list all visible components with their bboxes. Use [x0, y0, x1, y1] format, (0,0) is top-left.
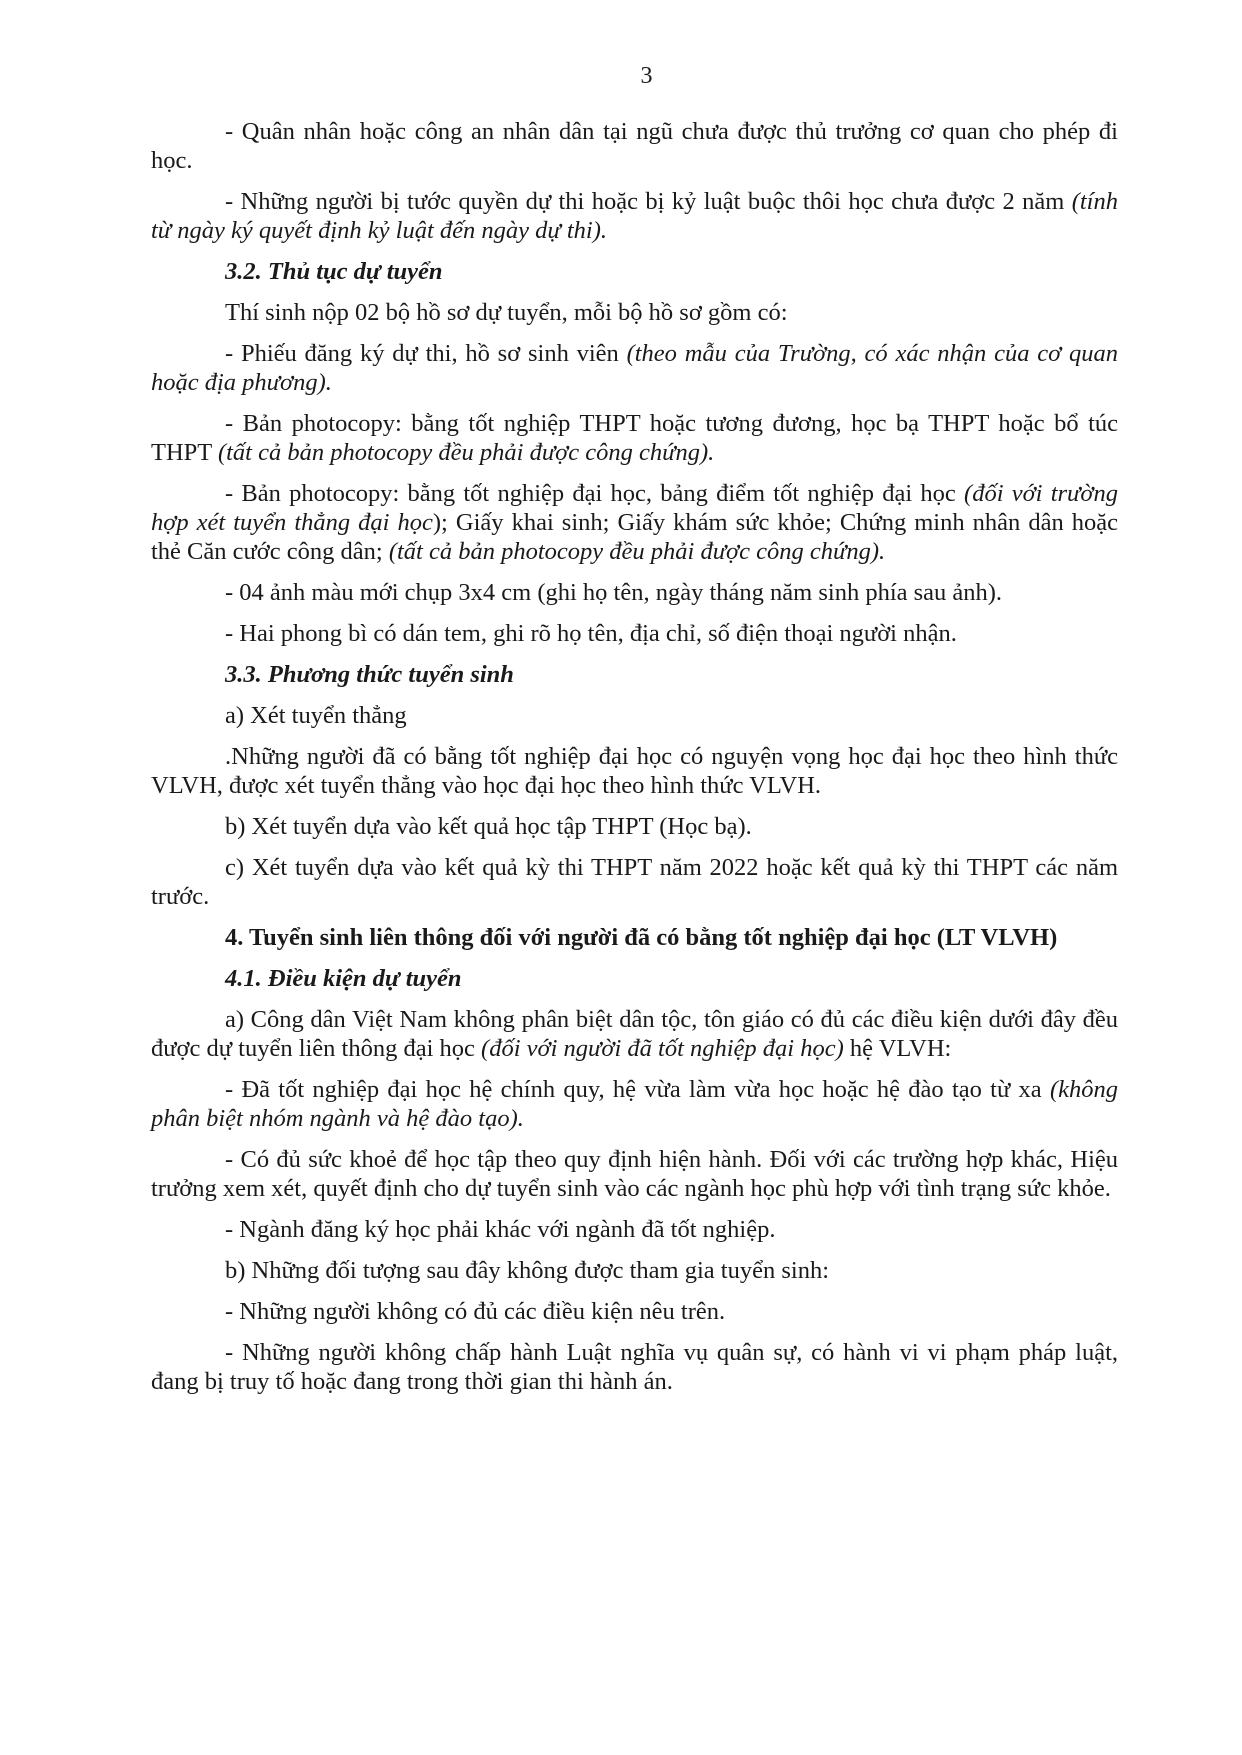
paragraph-direct-admission-detail: .Những người đã có bằng tốt nghiệp đại học có nguyện vọng học đại học theo hình thức VLVH, được xét tuyển thẳng vào học đại học theo hình thức VLVH. — [151, 743, 1118, 799]
paragraph-excluded-intro: b) Những đối tượng sau đây không được tham gia tuyển sinh: — [225, 1257, 829, 1284]
paragraph-text: - Phiếu đăng ký dự thi, hồ sơ sinh viên — [225, 340, 627, 367]
page-number: 3 — [640, 63, 653, 89]
paragraph-insufficient: - Những người không có đủ các điều kiện nêu trên. — [225, 1298, 726, 1325]
paragraph-envelopes: - Hai phong bì có dán tem, ghi rõ họ tên, địa chỉ, số điện thoại người nhận. — [225, 620, 957, 647]
paragraph-dossier-intro: Thí sinh nộp 02 bộ hồ sơ dự tuyển, mỗi bộ hồ sơ gồm có: — [225, 299, 788, 326]
paragraph-italic-note: (tất cả bản photocopy đều phải được công chứng). — [388, 538, 886, 565]
paragraph-text: - Bản photocopy: bằng tốt nghiệp đại học, bảng điểm tốt nghiệp đại học — [225, 480, 965, 507]
paragraph-italic-note: (theo mẫu của Trường, có xác nhận của cơ quan hoặc địa phương). — [151, 340, 1118, 396]
paragraph-citizen-eligibility — [151, 1005, 1118, 1063]
paragraph-text: ); Giấy khai sinh; Giấy khám sức khỏe; Chứng minh nhân dân hoặc thẻ Căn cước công dân; — [151, 509, 1118, 565]
section-heading-3-2: 3.2. Thủ tục dự tuyển — [225, 258, 443, 285]
paragraph-italic-note: (đối với người đã tốt nghiệp đại học) — [481, 1035, 844, 1062]
paragraph-disciplined — [151, 187, 1118, 245]
paragraph-legal-violation: - Những người không chấp hành Luật nghĩa vụ quân sự, có hành vi vi phạm pháp luật, đang bị truy tố hoặc đang trong thời gian thi hành án. — [151, 1339, 1118, 1395]
paragraph-italic-note: (đối với trường hợp xét tuyển thẳng đại học — [151, 480, 1118, 536]
paragraph-photos: - 04 ảnh màu mới chụp 3x4 cm (ghi họ tên, ngày tháng năm sinh phía sau ảnh). — [225, 579, 1003, 606]
paragraph-registration-form — [151, 339, 1118, 397]
paragraph-italic-note: (tính từ ngày ký quyết định kỷ luật đến ngày dự thi). — [151, 188, 1118, 244]
paragraph-different-major: - Ngành đăng ký học phải khác với ngành đã tốt nghiệp. — [225, 1216, 776, 1243]
paragraph-direct-admission: a) Xét tuyển thẳng — [225, 702, 407, 729]
paragraph-text: hệ VLVH: — [843, 1035, 952, 1062]
paragraph-exam-admission: c) Xét tuyển dựa vào kết quả kỳ thi THPT năm 2022 hoặc kết quả kỳ thi THPT các năm trước. — [151, 854, 1118, 910]
section-heading-3-3: 3.3. Phương thức tuyển sinh — [225, 661, 514, 688]
paragraph-military: - Quân nhân hoặc công an nhân dân tại ngũ chưa được thủ trưởng cơ quan cho phép đi học. — [151, 118, 1118, 174]
paragraph-text: - Đã tốt nghiệp đại học hệ chính quy, hệ vừa làm vừa học hoặc hệ đào tạo từ xa — [225, 1076, 1050, 1103]
paragraph-thpt-copy — [151, 409, 1118, 467]
paragraph-italic-note: (tất cả bản photocopy đều phải được công chứng). — [217, 439, 715, 466]
section-heading-4: 4. Tuyển sinh liên thông đối với người đã có bằng tốt nghiệp đại học (LT VLVH) — [225, 924, 1058, 951]
paragraph-health: - Có đủ sức khoẻ để học tập theo quy định hiện hành. Đối với các trường hợp khác, Hiệu trưởng xem xét, quyết định cho dự tuyển sinh vào các ngành học phù hợp với tình trạng sức khỏe. — [151, 1146, 1118, 1202]
paragraph-university-copy — [151, 479, 1118, 566]
section-heading-4-1: 4.1. Điều kiện dự tuyển — [225, 965, 462, 992]
paragraph-graduated — [151, 1075, 1118, 1133]
paragraph-transcript-admission: b) Xét tuyển dựa vào kết quả học tập THPT (Học bạ). — [225, 813, 752, 840]
paragraph-italic-note: (không phân biệt nhóm ngành và hệ đào tạo). — [151, 1076, 1118, 1132]
paragraph-text: a) Công dân Việt Nam không phân biệt dân tộc, tôn giáo có đủ các điều kiện dưới đây đều được dự tuyển liên thông đại học — [151, 1006, 1118, 1062]
paragraph-text: - Bản photocopy: bằng tốt nghiệp THPT hoặc tương đương, học bạ THPT hoặc bổ túc THPT — [151, 410, 1118, 466]
paragraph-text: - Những người bị tước quyền dự thi hoặc bị kỷ luật buộc thôi học chưa được 2 năm — [225, 188, 1072, 215]
